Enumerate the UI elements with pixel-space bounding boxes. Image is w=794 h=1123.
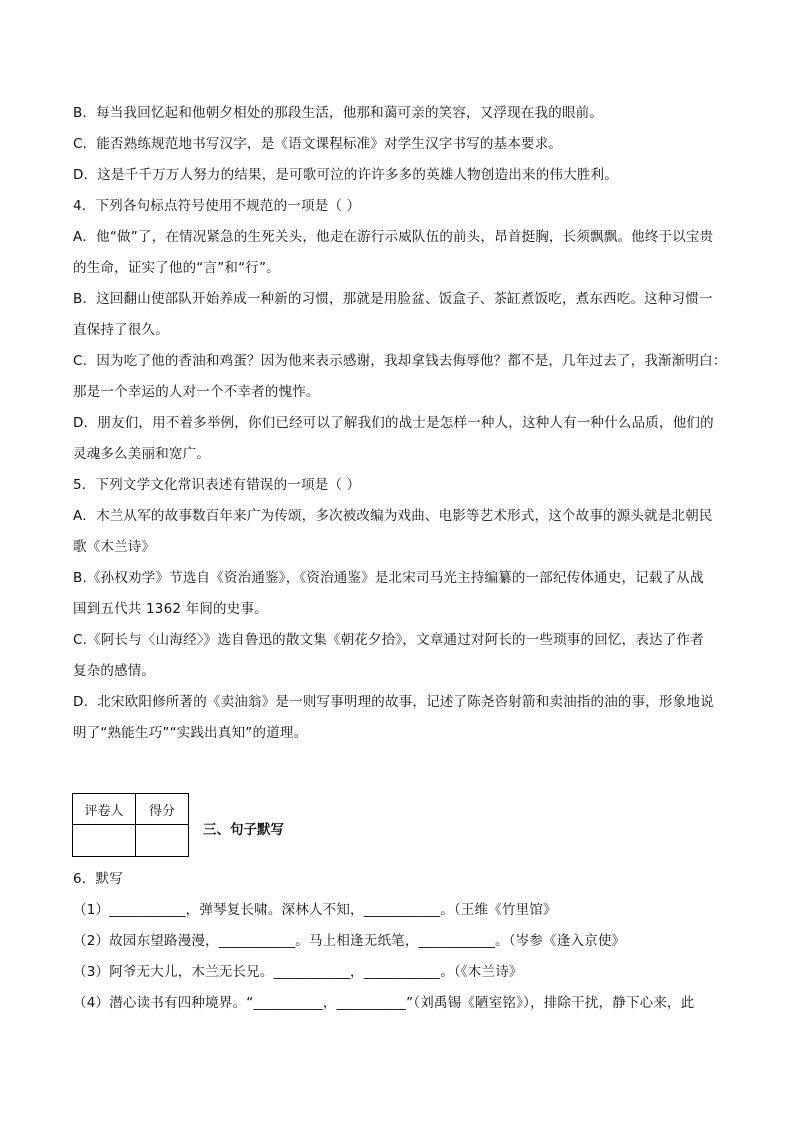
- q6-item-3: （3）阿爷无大儿，木兰无长兄。___________，___________。（《木兰诗》: [73, 964, 523, 980]
- score-cell: [136, 825, 189, 857]
- option-b-q4-cont: 直保持了很久。: [73, 322, 169, 338]
- option-b-q4: B．这回翻山使部队开始养成一种新的习惯，那就是用脸盆、饭盒子、茶缸煮饭吃，煮东西吃。这种习惯一: [73, 291, 713, 307]
- option-d-q5-cont: 明了“熟能生巧”“实践出真知”的道理。: [73, 725, 308, 741]
- option-c-q5-cont: 复杂的感情。: [73, 663, 156, 679]
- score-table: [72, 793, 189, 857]
- question-6: 6．默写: [73, 871, 123, 887]
- option-d-q3: D．这是千千万万人努力的结果，是可歌可泣的许许多多的英雄人物创造出来的伟大胜利。: [73, 167, 618, 183]
- option-a-q5-cont: 歌《木兰诗》: [73, 539, 156, 555]
- grader-header: 评卷人: [73, 794, 136, 825]
- option-d-q4: D．朋友们，用不着多举例，你们已经可以了解我们的战士是怎样一种人，这种人有一种什么品质，他们的: [73, 415, 714, 431]
- q6-item-2: （2）故园东望路漫漫，___________。马上相逢无纸笔，___________。（岑参《逢入京使》: [73, 933, 626, 949]
- option-c-q3: C．能否熟练规范地书写汉字，是《语文课程标准》对学生汉字书写的基本要求。: [73, 136, 563, 152]
- question-4: 4．下列各句标点符号使用不规范的一项是（ ）: [73, 198, 361, 214]
- option-d-q4-cont: 灵魂多么美丽和宽广。: [73, 446, 210, 462]
- q6-item-4: （4）潜心读书有四种境界。“__________，__________”（刘禹锡《陋室铭》），排除干扰，静下心来，此: [73, 995, 695, 1011]
- option-c-q4: C．因为吃了他的香油和鸡蛋？因为他来表示感谢，我却拿钱去侮辱他？都不是，几年过去了，我渐渐明白：: [73, 353, 727, 369]
- grader-cell: [73, 825, 136, 857]
- option-b-q5: B.《孙权劝学》节选自《资治通鉴》，《资治通鉴》是北宋司马光主持编纂的一部纪传体通史，记载了从战: [73, 570, 704, 586]
- option-c-q4-cont: 那是一个幸运的人对一个不幸者的愧怍。: [73, 384, 320, 400]
- option-b-q3: B．每当我回忆起和他朝夕相处的那段生活，他那和蔼可亲的笑容，又浮现在我的眼前。: [73, 105, 604, 121]
- question-5: 5．下列文学文化常识表述有错误的一项是（ ）: [73, 477, 361, 493]
- q6-item-1: （1）___________，弹琴复长啸。深林人不知，___________。（王维《竹里馆》: [73, 902, 557, 918]
- option-a-q5: A．木兰从军的故事数百年来广为传颂，多次被改编为戏曲、电影等艺术形式，这个故事的源头就是北朝民: [73, 508, 713, 524]
- option-b-q5-cont: 国到五代共 1362 年间的史事。: [73, 601, 268, 617]
- section-title: 三、句子默写: [203, 822, 284, 838]
- score-header: 得分: [136, 794, 189, 825]
- option-a-q4-cont: 的生命，证实了他的“言”和“行”。: [73, 260, 280, 276]
- option-a-q4: A．他“做”了，在情况紧急的生死关头，他走在游行示威队伍的前头，昂首挺胸，长须飘飘。他终于以宝贵: [73, 229, 714, 245]
- option-c-q5: C.《阿长与〈山海经〉》选自鲁迅的散文集《朝花夕拾》，文章通过对阿长的一些琐事的回忆，表达了作者: [73, 632, 704, 648]
- option-d-q5: D．北宋欧阳修所著的《卖油翁》是一则写事明理的故事，记述了陈尧咨射箭和卖油指的油的事，形象地说: [73, 694, 714, 710]
